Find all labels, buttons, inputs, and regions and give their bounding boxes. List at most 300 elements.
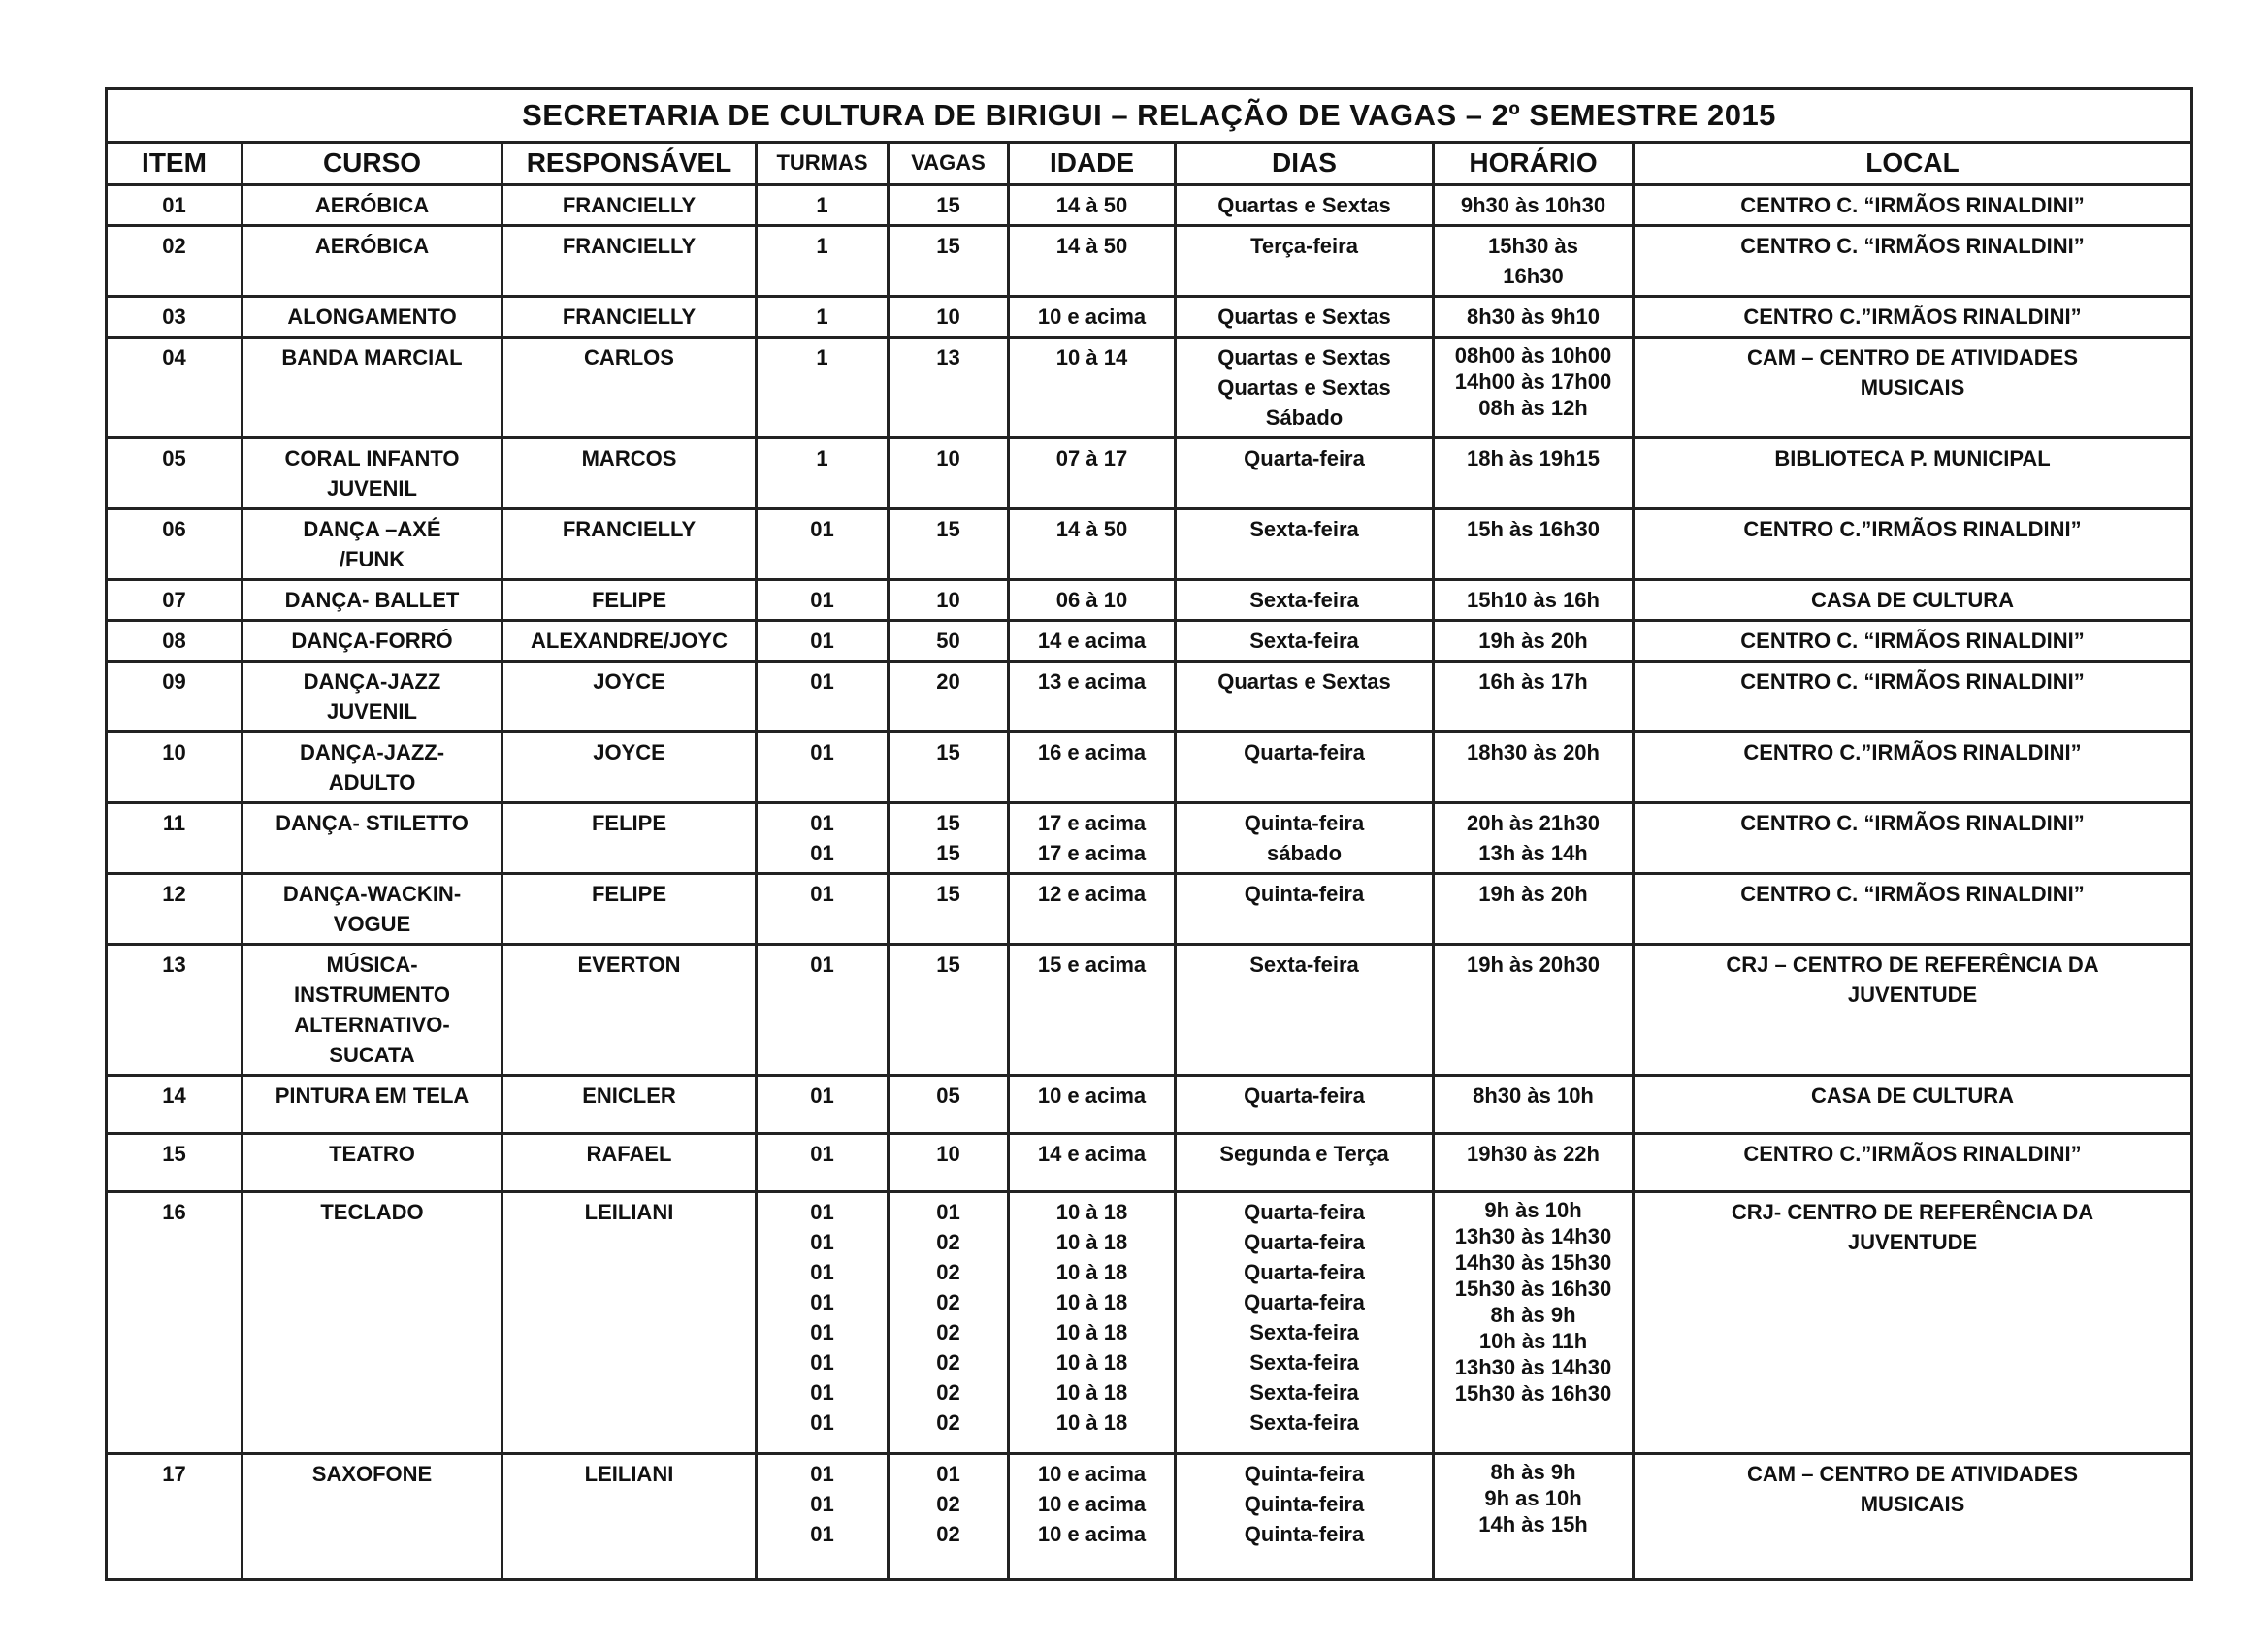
cell-idade <box>1009 580 1176 621</box>
curso-line: DANÇA –AXÉ <box>303 517 441 541</box>
cell-dias <box>1176 803 1434 874</box>
cell-vagas <box>889 1076 1009 1134</box>
cell-vagas <box>889 1454 1009 1580</box>
dias-line: Quinta-feira <box>1244 1522 1365 1546</box>
cell-turmas <box>757 1192 889 1454</box>
vagas-line: 20 <box>936 669 960 694</box>
cell-vagas <box>889 945 1009 1076</box>
cell-local <box>1634 1076 2192 1134</box>
cell-responsavel: FELIPE <box>502 580 757 621</box>
cell-local <box>1634 1134 2192 1192</box>
cell-horario <box>1434 509 1634 580</box>
idade-line: 14 à 50 <box>1055 234 1128 258</box>
cell-turmas <box>757 945 889 1076</box>
col-header-curso: CURSO <box>243 143 502 185</box>
idade-line: 10 à 18 <box>1055 1320 1128 1344</box>
dias-line: Quarta-feira <box>1244 1083 1365 1108</box>
cell-turmas <box>757 732 889 803</box>
cell-curso <box>243 1192 502 1454</box>
turmas-line: 01 <box>810 629 834 653</box>
cell-item: 01 <box>107 185 243 226</box>
cell-responsavel: FRANCIELLY <box>502 226 757 297</box>
cell-horario <box>1434 438 1634 509</box>
curso-line: CORAL INFANTO <box>284 446 460 470</box>
vagas-line: 02 <box>936 1522 960 1546</box>
cell-responsavel: MARCOS <box>502 438 757 509</box>
turmas-line: 01 <box>810 1290 834 1314</box>
col-header-dias: DIAS <box>1176 143 1434 185</box>
table-row <box>107 297 2192 338</box>
cell-idade <box>1009 621 1176 662</box>
cell-responsavel: FRANCIELLY <box>502 509 757 580</box>
local-line: CENTRO C.”IRMÃOS RINALDINI” <box>1743 1142 2082 1166</box>
idade-line: 07 à 17 <box>1055 446 1128 470</box>
cell-local <box>1634 662 2192 732</box>
idade-line: 10 à 18 <box>1055 1230 1128 1254</box>
idade-line: 10 à 14 <box>1055 345 1128 370</box>
vagas-line: 15 <box>936 740 960 764</box>
cell-local <box>1634 226 2192 297</box>
cell-local <box>1634 803 2192 874</box>
dias-line: Quinta-feira <box>1244 1462 1365 1486</box>
dias-line: Sexta-feira <box>1249 517 1359 541</box>
turmas-line: 01 <box>810 1142 834 1166</box>
idade-line: 15 e acima <box>1037 953 1147 977</box>
cell-horario <box>1434 732 1634 803</box>
cell-vagas <box>889 226 1009 297</box>
cell-dias <box>1176 1454 1434 1580</box>
local-line: JUVENTUDE <box>1847 983 1978 1007</box>
cell-item: 03 <box>107 297 243 338</box>
cell-horario <box>1434 1454 1634 1580</box>
cell-turmas <box>757 185 889 226</box>
cell-idade <box>1009 803 1176 874</box>
cell-vagas <box>889 1192 1009 1454</box>
curso-line: JUVENIL <box>327 476 417 501</box>
turmas-line: 01 <box>810 517 834 541</box>
horario-line: 8h às 9h <box>1490 1460 1576 1484</box>
horario-line: 9h às 10h <box>1484 1198 1582 1222</box>
curso-line: TECLADO <box>320 1200 424 1224</box>
cell-horario <box>1434 662 1634 732</box>
cell-horario <box>1434 1076 1634 1134</box>
idade-line: 10 e acima <box>1037 1462 1147 1486</box>
dias-line: Sexta-feira <box>1249 1410 1359 1435</box>
cell-item: 04 <box>107 338 243 438</box>
cell-curso <box>243 509 502 580</box>
vagas-line: 01 <box>936 1200 960 1224</box>
vagas-line: 02 <box>936 1350 960 1374</box>
turmas-line: 01 <box>810 740 834 764</box>
col-header-item: ITEM <box>107 143 243 185</box>
curso-line: TEATRO <box>329 1142 415 1166</box>
dias-line: Terça-feira <box>1250 234 1358 258</box>
cell-horario <box>1434 621 1634 662</box>
cell-dias <box>1176 662 1434 732</box>
local-line: CAM – CENTRO DE ATIVIDADES <box>1747 1462 2079 1486</box>
cell-idade <box>1009 662 1176 732</box>
horario-line: 8h30 às 10h <box>1473 1083 1594 1108</box>
local-line: CENTRO C.”IRMÃOS RINALDINI” <box>1743 740 2082 764</box>
turmas-line: 01 <box>810 1380 834 1405</box>
cell-responsavel: FRANCIELLY <box>502 297 757 338</box>
idade-line: 10 e acima <box>1037 305 1147 329</box>
idade-line: 16 e acima <box>1037 740 1147 764</box>
local-line: CENTRO C. “IRMÃOS RINALDINI” <box>1740 193 2085 217</box>
cell-turmas <box>757 509 889 580</box>
cell-responsavel: RAFAEL <box>502 1134 757 1192</box>
cell-dias <box>1176 338 1434 438</box>
cell-local <box>1634 874 2192 945</box>
cell-responsavel: JOYCE <box>502 732 757 803</box>
turmas-line: 01 <box>810 1492 834 1516</box>
horario-line: 16h às 17h <box>1478 669 1588 694</box>
cell-curso <box>243 732 502 803</box>
cell-item: 10 <box>107 732 243 803</box>
cell-horario <box>1434 1134 1634 1192</box>
document-title: SECRETARIA DE CULTURA DE BIRIGUI – RELAÇÃO DE VAGAS – 2º SEMESTRE 2015 <box>107 89 2192 143</box>
idade-line: 10 e acima <box>1037 1492 1147 1516</box>
idade-line: 10 à 18 <box>1055 1350 1128 1374</box>
turmas-line: 01 <box>810 841 834 865</box>
cell-dias <box>1176 438 1434 509</box>
idade-line: 12 e acima <box>1037 882 1147 906</box>
horario-line: 19h às 20h <box>1478 629 1588 653</box>
cell-idade <box>1009 1192 1176 1454</box>
vagas-line: 10 <box>936 305 960 329</box>
dias-line: Sexta-feira <box>1249 1350 1359 1374</box>
idade-line: 14 e acima <box>1037 1142 1147 1166</box>
cell-local <box>1634 945 2192 1076</box>
horario-line: 18h às 19h15 <box>1467 446 1600 470</box>
dias-line: Quinta-feira <box>1244 882 1365 906</box>
cell-turmas <box>757 1454 889 1580</box>
dias-line: Quartas e Sextas <box>1217 345 1391 370</box>
cell-item: 02 <box>107 226 243 297</box>
cell-item: 12 <box>107 874 243 945</box>
cell-idade <box>1009 874 1176 945</box>
cell-responsavel: LEILIANI <box>502 1454 757 1580</box>
horario-line: 8h às 9h <box>1490 1303 1576 1327</box>
cell-turmas <box>757 1134 889 1192</box>
cell-idade <box>1009 945 1176 1076</box>
cell-curso <box>243 1134 502 1192</box>
curso-line: SAXOFONE <box>311 1462 433 1486</box>
horario-line: 9h as 10h <box>1484 1486 1582 1510</box>
col-header-responsavel: RESPONSÁVEL <box>502 143 757 185</box>
idade-line: 10 à 18 <box>1055 1260 1128 1284</box>
horario-line: 13h30 às 14h30 <box>1454 1224 1612 1248</box>
turmas-line: 01 <box>810 1320 834 1344</box>
curso-line: DANÇA-WACKIN- <box>282 882 462 906</box>
turmas-line: 01 <box>810 953 834 977</box>
cell-dias <box>1176 621 1434 662</box>
cell-item: 05 <box>107 438 243 509</box>
table-row <box>107 1454 2192 1580</box>
vacancy-table <box>105 87 2193 1581</box>
dias-line: Quinta-feira <box>1244 1492 1365 1516</box>
cell-curso <box>243 945 502 1076</box>
cell-curso <box>243 1076 502 1134</box>
vagas-line: 02 <box>936 1290 960 1314</box>
cell-item: 06 <box>107 509 243 580</box>
curso-line: /FUNK <box>339 547 405 571</box>
cell-horario <box>1434 945 1634 1076</box>
idade-line: 06 à 10 <box>1055 588 1128 612</box>
cell-item: 13 <box>107 945 243 1076</box>
curso-line: DANÇA- STILETTO <box>275 811 469 835</box>
horario-line: 9h30 às 10h30 <box>1460 193 1606 217</box>
cell-vagas <box>889 621 1009 662</box>
cell-horario <box>1434 803 1634 874</box>
cell-idade <box>1009 297 1176 338</box>
dias-line: Sexta-feira <box>1249 953 1359 977</box>
local-line: MUSICAIS <box>1860 375 1965 400</box>
cell-turmas <box>757 297 889 338</box>
local-line: MUSICAIS <box>1860 1492 1965 1516</box>
cell-local <box>1634 338 2192 438</box>
table-row <box>107 732 2192 803</box>
idade-line: 14 à 50 <box>1055 193 1128 217</box>
horario-line: 19h às 20h <box>1478 882 1588 906</box>
col-header-idade: IDADE <box>1009 143 1176 185</box>
dias-line: sábado <box>1266 841 1343 865</box>
table-row <box>107 1134 2192 1192</box>
cell-horario <box>1434 580 1634 621</box>
table-row <box>107 1076 2192 1134</box>
cell-local <box>1634 1454 2192 1580</box>
turmas-line: 01 <box>810 1350 834 1374</box>
curso-line: PINTURA EM TELA <box>275 1083 470 1108</box>
vagas-line: 15 <box>936 234 960 258</box>
cell-turmas <box>757 438 889 509</box>
table-row <box>107 338 2192 438</box>
turmas-line: 1 <box>816 234 828 258</box>
curso-line: AERÓBICA <box>314 234 430 258</box>
local-line: CENTRO C. “IRMÃOS RINALDINI” <box>1740 811 2085 835</box>
vagas-line: 10 <box>936 588 960 612</box>
horario-line: 08h00 às 10h00 <box>1454 343 1612 368</box>
idade-line: 14 à 50 <box>1055 517 1128 541</box>
table-row <box>107 580 2192 621</box>
turmas-line: 01 <box>810 669 834 694</box>
cell-responsavel: CARLOS <box>502 338 757 438</box>
cell-turmas <box>757 803 889 874</box>
turmas-line: 01 <box>810 1200 834 1224</box>
curso-line: BANDA MARCIAL <box>281 345 463 370</box>
cell-horario <box>1434 1192 1634 1454</box>
dias-line: Sexta-feira <box>1249 588 1359 612</box>
turmas-line: 01 <box>810 1260 834 1284</box>
cell-curso <box>243 297 502 338</box>
table-row <box>107 803 2192 874</box>
dias-line: Segunda e Terça <box>1219 1142 1389 1166</box>
vagas-line: 02 <box>936 1492 960 1516</box>
col-header-turmas: TURMAS <box>757 143 889 185</box>
horario-line: 13h30 às 14h30 <box>1454 1355 1612 1379</box>
cell-item: 07 <box>107 580 243 621</box>
curso-line: MÚSICA- <box>326 953 418 977</box>
cell-idade <box>1009 185 1176 226</box>
cell-vagas <box>889 509 1009 580</box>
dias-line: Sexta-feira <box>1249 1380 1359 1405</box>
vagas-line: 13 <box>936 345 960 370</box>
curso-line: DANÇA-JAZZ <box>303 669 441 694</box>
cell-dias <box>1176 1076 1434 1134</box>
cell-horario <box>1434 297 1634 338</box>
horario-line: 15h30 às 16h30 <box>1454 1277 1612 1301</box>
turmas-line: 01 <box>810 1083 834 1108</box>
turmas-line: 1 <box>816 345 828 370</box>
col-header-vagas: VAGAS <box>889 143 1009 185</box>
idade-line: 10 à 18 <box>1055 1410 1128 1435</box>
cell-turmas <box>757 226 889 297</box>
local-line: CENTRO C.”IRMÃOS RINALDINI” <box>1743 517 2082 541</box>
vagas-line: 02 <box>936 1230 960 1254</box>
dias-line: Quartas e Sextas <box>1217 305 1391 329</box>
col-header-local: LOCAL <box>1634 143 2192 185</box>
turmas-line: 1 <box>816 193 828 217</box>
turmas-line: 01 <box>810 1522 834 1546</box>
cell-vagas <box>889 803 1009 874</box>
cell-turmas <box>757 1076 889 1134</box>
cell-item: 11 <box>107 803 243 874</box>
local-line: CRJ- CENTRO DE REFERÊNCIA DA <box>1731 1200 2094 1224</box>
vagas-line: 15 <box>936 882 960 906</box>
table-row <box>107 621 2192 662</box>
cell-responsavel: FELIPE <box>502 874 757 945</box>
cell-dias <box>1176 580 1434 621</box>
dias-line: Quarta-feira <box>1244 446 1365 470</box>
cell-vagas <box>889 185 1009 226</box>
horario-line: 19h às 20h30 <box>1467 953 1600 977</box>
cell-horario <box>1434 874 1634 945</box>
horario-line: 19h30 às 22h <box>1467 1142 1600 1166</box>
table-row <box>107 509 2192 580</box>
horario-line: 14h00 às 17h00 <box>1454 370 1612 394</box>
cell-local <box>1634 732 2192 803</box>
local-line: CENTRO C. “IRMÃOS RINALDINI” <box>1740 629 2085 653</box>
dias-line: Quarta-feira <box>1244 740 1365 764</box>
horario-line: 08h às 12h <box>1478 396 1588 420</box>
dias-line: Quartas e Sextas <box>1217 193 1391 217</box>
cell-item: 08 <box>107 621 243 662</box>
cell-idade <box>1009 1076 1176 1134</box>
cell-idade <box>1009 509 1176 580</box>
idade-line: 10 e acima <box>1037 1083 1147 1108</box>
cell-dias <box>1176 732 1434 803</box>
dias-line: Sexta-feira <box>1249 1320 1359 1344</box>
cell-curso <box>243 438 502 509</box>
cell-idade <box>1009 1454 1176 1580</box>
vagas-line: 05 <box>936 1083 960 1108</box>
cell-vagas <box>889 438 1009 509</box>
curso-line: ALONGAMENTO <box>287 305 457 329</box>
cell-horario <box>1434 185 1634 226</box>
cell-vagas <box>889 338 1009 438</box>
turmas-line: 01 <box>810 588 834 612</box>
dias-line: Quarta-feira <box>1244 1260 1365 1284</box>
vagas-line: 02 <box>936 1410 960 1435</box>
cell-turmas <box>757 874 889 945</box>
cell-local <box>1634 580 2192 621</box>
cell-dias <box>1176 509 1434 580</box>
idade-line: 10 à 18 <box>1055 1290 1128 1314</box>
turmas-line: 01 <box>810 811 834 835</box>
horario-line: 15h às 16h30 <box>1467 517 1600 541</box>
turmas-line: 1 <box>816 305 828 329</box>
curso-line: INSTRUMENTO <box>294 983 450 1007</box>
cell-curso <box>243 1454 502 1580</box>
cell-local <box>1634 1192 2192 1454</box>
cell-item: 17 <box>107 1454 243 1580</box>
idade-line: 17 e acima <box>1037 841 1147 865</box>
cell-vagas <box>889 297 1009 338</box>
cell-item: 16 <box>107 1192 243 1454</box>
vagas-line: 15 <box>936 953 960 977</box>
cell-horario <box>1434 226 1634 297</box>
cell-responsavel: LEILIANI <box>502 1192 757 1454</box>
table-row <box>107 185 2192 226</box>
vagas-line: 50 <box>936 629 960 653</box>
table-row <box>107 438 2192 509</box>
idade-line: 13 e acima <box>1037 669 1147 694</box>
horario-line: 10h às 11h <box>1478 1329 1588 1353</box>
idade-line: 17 e acima <box>1037 811 1147 835</box>
local-line: CRJ – CENTRO DE REFERÊNCIA DA <box>1726 953 2099 977</box>
dias-line: Quarta-feira <box>1244 1230 1365 1254</box>
cell-vagas <box>889 662 1009 732</box>
cell-idade <box>1009 226 1176 297</box>
horario-line: 13h às 14h <box>1478 841 1588 865</box>
cell-dias <box>1176 226 1434 297</box>
cell-responsavel: FRANCIELLY <box>502 185 757 226</box>
table-body <box>107 185 2192 1580</box>
cell-responsavel: FELIPE <box>502 803 757 874</box>
vagas-line: 15 <box>936 193 960 217</box>
col-header-horario: HORÁRIO <box>1434 143 1634 185</box>
local-line: CENTRO C. “IRMÃOS RINALDINI” <box>1740 882 2085 906</box>
curso-line: ADULTO <box>328 770 416 794</box>
turmas-line: 01 <box>810 1462 834 1486</box>
cell-turmas <box>757 662 889 732</box>
cell-idade <box>1009 732 1176 803</box>
cell-local <box>1634 509 2192 580</box>
table-row <box>107 226 2192 297</box>
cell-local <box>1634 621 2192 662</box>
table-row <box>107 662 2192 732</box>
document-sheet <box>105 87 2190 1546</box>
horario-line: 16h30 <box>1503 264 1564 288</box>
vagas-line: 10 <box>936 1142 960 1166</box>
cell-item: 09 <box>107 662 243 732</box>
curso-line: DANÇA- BALLET <box>284 588 460 612</box>
cell-item: 15 <box>107 1134 243 1192</box>
cell-local <box>1634 438 2192 509</box>
vagas-line: 02 <box>936 1260 960 1284</box>
cell-responsavel: ALEXANDRE/JOYC <box>502 621 757 662</box>
local-line: CASA DE CULTURA <box>1811 588 2015 612</box>
table-row <box>107 945 2192 1076</box>
curso-line: SUCATA <box>329 1043 415 1067</box>
dias-line: Quarta-feira <box>1244 1290 1365 1314</box>
cell-responsavel: JOYCE <box>502 662 757 732</box>
cell-idade <box>1009 338 1176 438</box>
vagas-line: 02 <box>936 1380 960 1405</box>
vagas-line: 15 <box>936 517 960 541</box>
cell-vagas <box>889 1134 1009 1192</box>
curso-line: DANÇA-JAZZ- <box>299 740 445 764</box>
